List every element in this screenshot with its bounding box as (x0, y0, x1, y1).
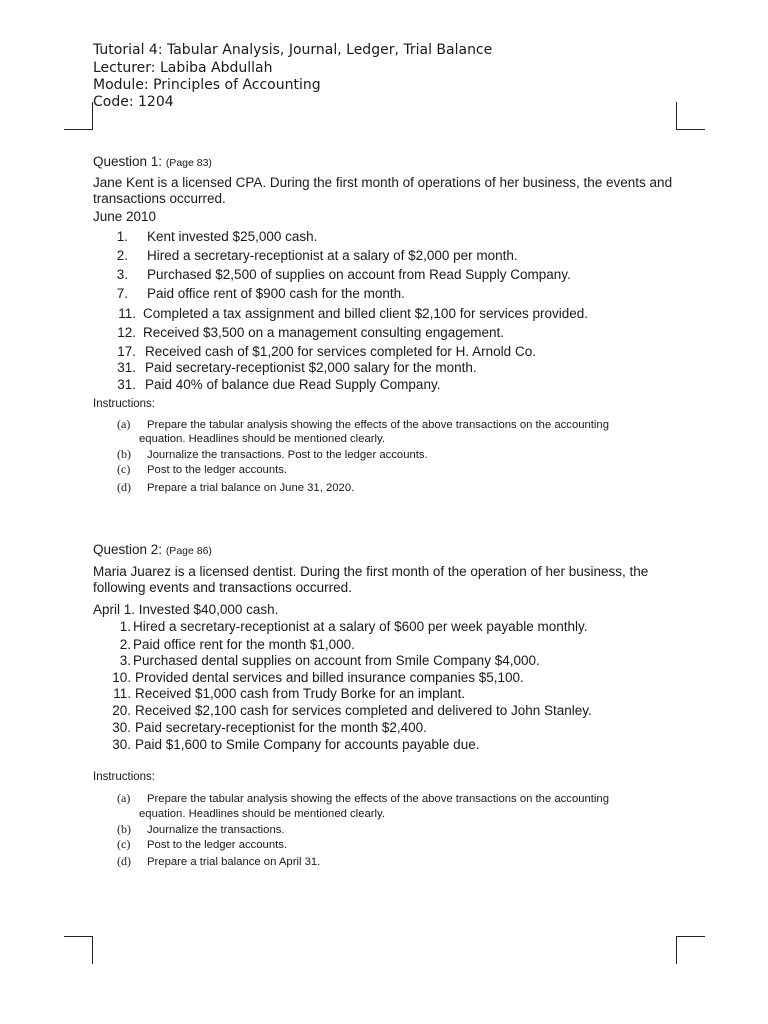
q2-title: Question 2: (93, 542, 163, 557)
q2-instruction-label: (c) (117, 837, 131, 851)
q2-item-num: 30. (112, 737, 131, 752)
q1-item-text: Kent invested $25,000 cash. (147, 229, 318, 244)
q2-item-text: Provided dental services and billed insurance companies $5,100. (135, 670, 524, 685)
q2-item-text: Paid secretary-receptionist for the month $2,400. (135, 720, 427, 735)
q2-item-num: 1. (119, 619, 131, 634)
q1-item-text: Paid office rent of $900 cash for the month. (147, 286, 405, 301)
q1-intro-line1: Jane Kent is a licensed CPA. During the first month of operations of her business, the events and (93, 175, 673, 190)
q1-heading (93, 153, 212, 172)
q2-heading (93, 541, 212, 560)
crop-mark-bottom-left-v (92, 936, 93, 964)
q2-item-text: Received $2,100 cash for services completed and delivered to John Stanley. (135, 703, 592, 718)
q1-intro-line2: transactions occurred. (93, 191, 226, 206)
header-lecturer: Lecturer: Labiba Abdullah (93, 60, 273, 76)
q2-intro-line1: Maria Juarez is a licensed dentist. During the first month of the operation of her business, the (93, 564, 649, 579)
q1-instruction-text: Journalize the transactions. Post to the ledger accounts. (147, 449, 428, 461)
q1-instruction-label: (c) (117, 462, 131, 476)
q2-instructions-label: Instructions: (93, 771, 155, 783)
q2-item-text: Purchased dental supplies on account from Smile Company $4,000. (133, 653, 540, 668)
q1-month: June 2010 (93, 209, 157, 224)
crop-mark-top-right-v (676, 102, 677, 130)
q1-item-text: Completed a tax assignment and billed client $2,100 for services provided. (143, 306, 588, 321)
q1-item-text: Hired a secretary-receptionist at a salary of $2,000 per month. (147, 248, 518, 263)
q1-item-num: 7. (116, 286, 128, 301)
q1-item-num: 17. (117, 344, 136, 359)
q1-item-text: Purchased $2,500 of supplies on account from Read Supply Company. (147, 267, 571, 282)
q2-item-num: 20. (112, 703, 131, 718)
q2-item-num: 2. (119, 637, 131, 652)
q1-item-num: 12. (117, 325, 136, 340)
q1-item-text: Paid 40% of balance due Read Supply Company. (145, 377, 441, 392)
crop-mark-bottom-right-h (676, 936, 705, 937)
header-module: Module: Principles of Accounting (93, 77, 321, 93)
q1-item-text: Received cash of $1,200 for services completed for H. Arnold Co. (145, 344, 536, 359)
q2-instruction-text-cont: equation. Headlines should be mentioned clearly. (139, 808, 385, 820)
q2-item-text: Hired a secretary-receptionist at a salary of $600 per week payable monthly. (133, 619, 588, 634)
q2-instruction-text: Post to the ledger accounts. (147, 839, 288, 851)
q2-instruction-label: (a) (117, 791, 131, 805)
q2-item-text: Paid $1,600 to Smile Company for accounts payable due. (135, 737, 480, 752)
q1-instruction-label: (b) (117, 447, 131, 461)
q2-instruction-label: (b) (117, 822, 131, 836)
q1-item-num: 11. (118, 306, 136, 321)
q2-first-transaction: April 1. Invested $40,000 cash. (93, 602, 279, 617)
q2-item-num: 30. (112, 720, 131, 735)
q1-item-num: 31. (117, 360, 136, 375)
q1-item-text: Paid secretary-receptionist $2,000 salary for the month. (145, 360, 477, 375)
q2-intro-line2: following events and transactions occurred. (93, 580, 352, 595)
q1-title: Question 1: (93, 154, 163, 169)
q2-item-text: Paid office rent for the month $1,000. (133, 637, 355, 652)
q2-item-num: 10. (112, 670, 131, 685)
q1-page-ref: (Page 83) (165, 157, 212, 169)
q1-item-num: 3. (116, 267, 128, 282)
q1-instruction-label: (d) (117, 480, 131, 494)
q1-instruction-text: Prepare a trial balance on June 31, 2020. (147, 482, 355, 494)
crop-mark-top-right-h (676, 129, 705, 130)
q1-item-num: 31. (117, 377, 136, 392)
q2-instruction-text: Journalize the transactions. (147, 824, 285, 836)
q1-instructions-label: Instructions: (93, 398, 155, 410)
q1-item-num: 1. (116, 229, 128, 244)
q1-item-text: Received $3,500 on a management consulting engagement. (143, 325, 504, 340)
q2-instruction-text: Prepare the tabular analysis showing the effects of the above transactions on the accounting (147, 793, 610, 805)
header-code: Code: 1204 (93, 94, 174, 110)
crop-mark-bottom-left-h (64, 936, 93, 937)
q1-instruction-text-cont: equation. Headlines should be mentioned clearly. (139, 433, 385, 445)
q2-instruction-text: Prepare a trial balance on April 31. (147, 856, 321, 868)
q1-instruction-text: Post to the ledger accounts. (147, 464, 288, 476)
q2-instruction-label: (d) (117, 854, 131, 868)
q2-item-text: Received $1,000 cash from Trudy Borke for an implant. (135, 686, 466, 701)
q1-instruction-text: Prepare the tabular analysis showing the effects of the above transactions on the accounting (147, 419, 610, 431)
q2-item-num: 3. (119, 653, 131, 668)
q2-item-num: 11. (113, 686, 131, 701)
q1-instruction-label: (a) (117, 417, 131, 431)
crop-mark-top-left-h (64, 129, 93, 130)
header-title: Tutorial 4: Tabular Analysis, Journal, Ledger, Trial Balance (93, 42, 493, 58)
q2-page-ref: (Page 86) (165, 545, 212, 557)
crop-mark-bottom-right-v (676, 936, 677, 964)
q1-item-num: 2. (116, 248, 128, 263)
